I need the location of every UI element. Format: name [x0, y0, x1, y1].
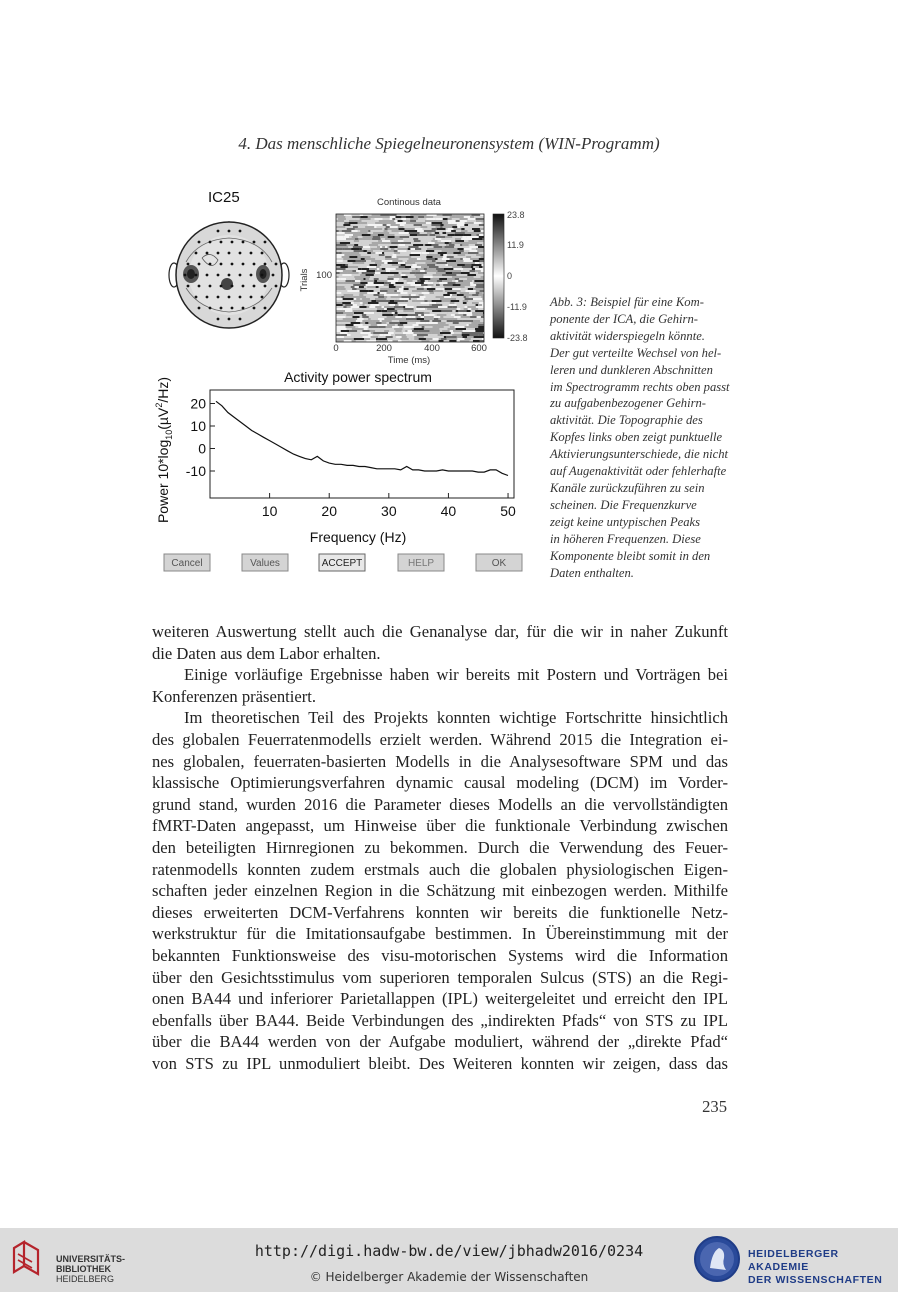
electrode-dot: [239, 274, 242, 277]
caption-line: scheinen. Die Frequenzkurve: [550, 497, 697, 512]
body-line: ebenfalls über BA44. Beide Verbindungen des „indirekten Pfads“ von STS zu IPL: [152, 1010, 728, 1030]
body-line: schaften jeder einzelnen Region in die Schätzung mit einbezogen werden. Mithilfe: [152, 881, 728, 901]
chart-title: Activity power spectrum: [284, 369, 432, 385]
cancel-button[interactable]: [164, 554, 210, 571]
electrode-dot: [253, 241, 256, 244]
body-line: des globalen Feuerratenmodells erzielt werden. Während 2015 die Integration ei-: [152, 729, 728, 749]
electrode-dot: [195, 274, 198, 277]
y-tick-label: 0: [198, 440, 206, 457]
page-number: 235: [702, 1097, 727, 1116]
ok-button[interactable]: [476, 554, 522, 571]
electrode-dot: [231, 263, 234, 266]
activation-spot-center: [221, 278, 233, 290]
svg-text:HELP: HELP: [407, 558, 435, 569]
figure-caption: [550, 294, 735, 581]
electrode-dot: [250, 252, 253, 255]
body-line: fMRT-Daten angepasst, um Hinweise über die funktionale Verbindung zwischen: [152, 816, 728, 836]
electrode-dot: [228, 296, 231, 299]
erp-ytick: 100: [316, 270, 332, 281]
erp-xtick: 600: [471, 343, 487, 354]
help-button[interactable]: [398, 554, 444, 571]
electrode-dot: [253, 307, 256, 310]
electrode-dot: [261, 296, 264, 299]
ub-name: UNIVERSITÄTS- BIBLIOTHEK HEIDELBERG: [56, 1254, 126, 1284]
body-line: bekannten Funktionsweise des visu-motorischen Systems wird die Information: [152, 945, 728, 965]
caption-line: aktivität widerspiegeln könnte.: [550, 328, 705, 343]
footer-bar: [0, 1228, 898, 1292]
chart-xlabel: Frequency (Hz): [309, 529, 407, 545]
caption-line: Der gut verteilte Wechsel von hel-: [550, 345, 722, 360]
body-line: dieses erweiterten DCM-Verfahrens konnten wir bereits die funktionelle Netz-: [152, 902, 728, 922]
electrode-dot: [261, 274, 264, 277]
colorbar-tick: 23.8: [507, 210, 525, 220]
electrode-dot: [250, 274, 253, 277]
electrode-dot: [231, 307, 234, 310]
electrode-dot: [231, 241, 234, 244]
caption-line: zeigt keine untypischen Peaks: [550, 514, 701, 529]
electrode-dot: [239, 230, 242, 233]
caption-line: zu aufgabenbezogener Gehirn-: [550, 396, 706, 411]
electrode-dot: [220, 241, 223, 244]
electrode-dot: [220, 307, 223, 310]
body-line: den beteiligten Hirnregionen zu bekommen. Durch die Verwendung des Feuer-: [152, 837, 728, 857]
caption-line: auf Augenaktivität oder fehlerhafte: [550, 464, 727, 479]
electrode-dot: [198, 241, 201, 244]
x-tick-label: 20: [321, 503, 338, 519]
body-line: Einige vorläufige Ergebnisse haben wir bereits mit Postern und Vorträgen bei: [184, 665, 728, 685]
electrode-dot: [272, 274, 275, 277]
body-line: grund stand, wurden 2016 die Parameter dieses Modells an die vervollständigten: [152, 794, 728, 814]
caption-line: Daten enthalten.: [550, 565, 634, 580]
colorbar-tick: -23.8: [507, 333, 528, 343]
body-line: Im theoretischen Teil des Projekts konnten wichtige Fortschritte hinsichtlich: [184, 708, 728, 728]
accept-button[interactable]: [319, 554, 365, 571]
colorbar-tick: 0: [507, 271, 513, 281]
electrode-dot: [217, 252, 220, 255]
electrode-dot: [206, 296, 209, 299]
electrode-dot: [217, 296, 220, 299]
erp-title: Continous data: [377, 197, 441, 208]
caption-line: Kanäle zurückzuführen zu sein: [550, 480, 705, 495]
svg-text:ACCEPT: ACCEPT: [321, 558, 363, 569]
values-button[interactable]: [242, 554, 288, 571]
academy-name: HEIDELBERGER AKADEMIE DER WISSENSCHAFTEN: [748, 1248, 883, 1286]
electrode-dot: [228, 318, 231, 321]
electrode-dot: [198, 263, 201, 266]
body-line: über den Gesichtsstimulus vom superioren temporalen Sulcus (STS) an die Regi-: [152, 967, 728, 987]
electrode-dot: [231, 285, 234, 288]
chart-ylabel: Power $10*\log_{10}(\mu V^2/Hz)$: [154, 376, 174, 524]
erp-image: [299, 197, 528, 366]
electrode-dot: [220, 285, 223, 288]
electrode-dot: [264, 263, 267, 266]
electrode-dot: [228, 230, 231, 233]
body-line: klassische Optimierungsverfahren dynamic causal modeling (DCM) im Vorder-: [152, 773, 728, 793]
electrode-dot: [228, 274, 231, 277]
colorbar-tick: -11.9: [507, 302, 527, 312]
caption-line: Aktivierungsunterschiede, die nicht: [550, 447, 729, 462]
figure-canvas: [150, 180, 545, 600]
electrode-dot: [239, 252, 242, 255]
caption-line: im Spectrogramm rechts oben passt: [550, 379, 730, 394]
electrode-dot: [187, 263, 190, 266]
electrode-dot: [209, 285, 212, 288]
caption-line: in höheren Frequenzen. Diese: [550, 531, 701, 546]
scalp-topography: [169, 222, 289, 328]
erp-ylabel: Trials: [299, 268, 310, 292]
electrode-dot: [242, 241, 245, 244]
electrode-dot: [195, 252, 198, 255]
electrode-dot: [220, 263, 223, 266]
x-tick-label: 50: [500, 503, 516, 519]
x-tick-label: 30: [381, 503, 397, 519]
electrode-dot: [250, 296, 253, 299]
electrode-dot: [264, 241, 267, 244]
svg-text:OK: OK: [491, 558, 507, 569]
electrode-dot: [217, 230, 220, 233]
body-line: onen BA44 und inferiorer Parietallappen (IPL) weitergeleitet und erreicht den IPL: [152, 989, 728, 1009]
electrode-dot: [209, 241, 212, 244]
copyright-notice: © Heidelberger Akademie der Wissenschaften: [309, 1270, 589, 1284]
caption-line: leren und dunkleren Abschnitten: [550, 362, 713, 377]
electrode-dot: [253, 285, 256, 288]
caption-line: aktivität. Die Topographie des: [550, 413, 703, 428]
erp-xtick: 0: [333, 343, 339, 354]
electrode-dot: [242, 285, 245, 288]
x-tick-label: 10: [261, 503, 278, 519]
body-line: Konferenzen präsentiert.: [152, 686, 317, 706]
electrode-dot: [253, 263, 256, 266]
electrode-dot: [184, 274, 187, 277]
component-label: IC25: [208, 189, 240, 206]
y-tick-label: 10: [190, 418, 206, 434]
svg-text:Cancel: Cancel: [171, 558, 203, 569]
electrode-dot: [275, 263, 278, 266]
body-line: die Daten aus dem Labor erhalten.: [152, 643, 381, 663]
erp-xtick: 400: [424, 343, 440, 354]
erp-xtick: 200: [376, 343, 392, 354]
electrode-dot: [206, 274, 209, 277]
body-line: ratenmodells konnten zudem erstmals auch die globalen physiologischen Eigen-: [152, 859, 728, 879]
electrode-dot: [242, 307, 245, 310]
electrode-dot: [261, 252, 264, 255]
erp-xlabel: Time (ms): [387, 355, 431, 366]
caption-line: Kopfes links oben zeigt punktuelle: [550, 430, 723, 445]
y-tick-label: -10: [185, 463, 206, 479]
electrode-dot: [275, 285, 278, 288]
electrode-dot: [217, 274, 220, 277]
academy-logo[interactable]: [692, 1234, 892, 1286]
caption-line: ponente der ICA, die Gehirn-: [550, 311, 698, 326]
body-line: von STS zu IPL unmoduliert bleibt. Des Weiteren konnten wir zeigen, dass das: [152, 1053, 728, 1073]
colorbar-tick: 11.9: [507, 240, 524, 250]
erp-colorbar: [493, 214, 504, 338]
electrode-dot: [198, 285, 201, 288]
x-tick-label: 40: [440, 503, 457, 519]
caption-line: Abb. 3: Beispiel für eine Kom-: [550, 295, 704, 309]
electrode-dot: [187, 285, 190, 288]
running-header: 4. Das menschliche Spiegelneuronensystem (WIN-Programm): [238, 134, 660, 153]
document-url-link[interactable]: http://digi.hadw-bw.de/view/jbhadw2016/0234: [254, 1242, 644, 1260]
electrode-dot: [242, 263, 245, 266]
electrode-dot: [195, 296, 198, 299]
electrode-dot: [209, 263, 212, 266]
y-tick-label: 20: [190, 395, 206, 412]
body-text: [152, 621, 728, 1074]
electrode-dot: [209, 307, 212, 310]
electrode-dot: [264, 307, 267, 310]
electrode-dot: [264, 285, 267, 288]
electrode-dot: [239, 318, 242, 321]
caption-line: Komponente bleibt somit in den: [550, 548, 711, 563]
svg-text:Values: Values: [250, 558, 280, 569]
electrode-dot: [206, 252, 209, 255]
electrode-dot: [198, 307, 201, 310]
electrode-dot: [228, 252, 231, 255]
power-spectrum-chart: [154, 369, 516, 545]
body-line: werkstruktur für die Imitationsaufgabe bestimmen. In Übereinstimmung mit der: [152, 924, 728, 944]
electrode-dot: [239, 296, 242, 299]
electrode-dot: [217, 318, 220, 321]
body-line: nes globalen, feuerraten-basierten Modells in die Analysesoftware SPM und das: [152, 751, 728, 771]
ica-component-figure: [150, 180, 545, 600]
body-line: über die BA44 werden von der Aufgabe moduliert, während der „direkte Pfad“: [152, 1032, 728, 1052]
chart-plot-area: [210, 390, 514, 498]
figure-button-bar: [164, 554, 522, 571]
body-line: weiteren Auswertung stellt auch die Genanalyse dar, für die wir in naher Zukunft: [152, 622, 728, 641]
academy-seal-icon: [692, 1234, 742, 1284]
